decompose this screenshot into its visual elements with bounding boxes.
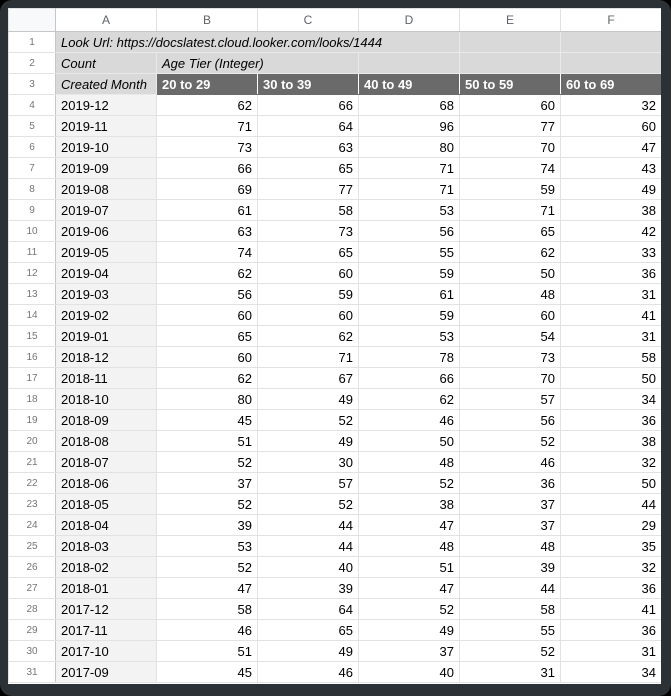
count-cell[interactable]: 68: [359, 95, 460, 116]
created-month-cell[interactable]: 2019-01: [56, 326, 157, 347]
row-number[interactable]: 6: [9, 137, 56, 158]
count-cell[interactable]: 61: [359, 284, 460, 305]
count-cell[interactable]: 52: [157, 494, 258, 515]
created-month-cell[interactable]: 2017-12: [56, 599, 157, 620]
spreadsheet-table: [8, 8, 661, 683]
age-tier-header-row: [9, 74, 662, 95]
count-cell[interactable]: 47: [359, 578, 460, 599]
created-month-cell[interactable]: 2018-09: [56, 410, 157, 431]
count-cell[interactable]: 32: [561, 452, 662, 473]
data-row: [9, 536, 662, 557]
count-cell[interactable]: 41: [561, 599, 662, 620]
count-cell[interactable]: 59: [359, 305, 460, 326]
created-month-cell[interactable]: 2019-09: [56, 158, 157, 179]
data-row: [9, 578, 662, 599]
count-cell[interactable]: 71: [258, 347, 359, 368]
count-cell[interactable]: 52: [359, 599, 460, 620]
count-cell[interactable]: 80: [359, 137, 460, 158]
count-cell[interactable]: 37: [157, 473, 258, 494]
data-row: [9, 95, 662, 116]
data-row: [9, 599, 662, 620]
data-row: [9, 158, 662, 179]
count-cell[interactable]: 59: [460, 179, 561, 200]
select-all-corner[interactable]: [9, 9, 56, 32]
data-row: [9, 662, 662, 683]
count-cell[interactable]: 38: [561, 431, 662, 452]
count-cell[interactable]: 52: [460, 641, 561, 662]
count-cell[interactable]: 38: [359, 494, 460, 515]
row-number[interactable]: 8: [9, 179, 56, 200]
count-cell[interactable]: 62: [157, 263, 258, 284]
count-cell[interactable]: 48: [359, 452, 460, 473]
count-cell[interactable]: 52: [359, 473, 460, 494]
count-cell[interactable]: 57: [258, 473, 359, 494]
count-cell[interactable]: 80: [157, 389, 258, 410]
count-cell[interactable]: 47: [359, 515, 460, 536]
count-cell[interactable]: 36: [561, 620, 662, 641]
count-cell[interactable]: 71: [460, 200, 561, 221]
count-cell[interactable]: 71: [359, 179, 460, 200]
count-cell[interactable]: 64: [258, 116, 359, 137]
data-row: [9, 452, 662, 473]
count-cell[interactable]: 60: [258, 305, 359, 326]
row-number[interactable]: 7: [9, 158, 56, 179]
data-row: [9, 515, 662, 536]
count-cell[interactable]: 36: [460, 473, 561, 494]
row-number[interactable]: 21: [9, 452, 56, 473]
count-cell[interactable]: 53: [359, 200, 460, 221]
look-url-row: [9, 32, 662, 53]
created-month-cell[interactable]: 2018-05: [56, 494, 157, 515]
count-cell[interactable]: 50: [359, 431, 460, 452]
created-month-cell[interactable]: 2018-03: [56, 536, 157, 557]
column-header-a[interactable]: A: [56, 9, 157, 32]
count-cell[interactable]: 34: [561, 662, 662, 683]
data-row: [9, 473, 662, 494]
count-cell[interactable]: 56: [460, 410, 561, 431]
count-cell[interactable]: 33: [561, 242, 662, 263]
created-month-cell[interactable]: 2019-04: [56, 263, 157, 284]
count-cell[interactable]: 44: [561, 494, 662, 515]
data-rows: [9, 95, 662, 683]
empty-cell[interactable]: [460, 32, 561, 53]
count-cell[interactable]: 65: [258, 620, 359, 641]
column-header-d[interactable]: D: [359, 9, 460, 32]
created-month-cell[interactable]: 2019-11: [56, 116, 157, 137]
count-cell[interactable]: 65: [157, 326, 258, 347]
count-cell[interactable]: 44: [460, 578, 561, 599]
row-number[interactable]: 16: [9, 347, 56, 368]
count-cell[interactable]: 31: [561, 284, 662, 305]
empty-cell[interactable]: [561, 32, 662, 53]
count-cell[interactable]: 77: [460, 116, 561, 137]
count-cell[interactable]: 56: [359, 221, 460, 242]
created-month-cell[interactable]: 2019-12: [56, 95, 157, 116]
count-cell[interactable]: 71: [157, 116, 258, 137]
count-cell[interactable]: 53: [157, 536, 258, 557]
created-month-cell[interactable]: 2018-02: [56, 557, 157, 578]
count-cell[interactable]: 52: [460, 431, 561, 452]
count-cell[interactable]: 37: [460, 494, 561, 515]
data-row: [9, 347, 662, 368]
count-cell[interactable]: 40: [258, 557, 359, 578]
count-cell[interactable]: 58: [157, 599, 258, 620]
count-cell[interactable]: 31: [460, 662, 561, 683]
age-tier-header-cell[interactable]: 40 to 49: [359, 74, 460, 95]
row-number[interactable]: 24: [9, 515, 56, 536]
look-url-cell[interactable]: Look Url: https://docslatest.cloud.looker.com/looks/1444: [56, 32, 460, 53]
row-number[interactable]: 26: [9, 557, 56, 578]
column-header-e[interactable]: E: [460, 9, 561, 32]
row-number[interactable]: 3: [9, 74, 56, 95]
count-cell[interactable]: 49: [359, 620, 460, 641]
created-month-cell[interactable]: 2019-08: [56, 179, 157, 200]
count-cell[interactable]: 34: [561, 389, 662, 410]
count-cell[interactable]: 52: [157, 452, 258, 473]
created-month-cell[interactable]: 2018-04: [56, 515, 157, 536]
count-cell[interactable]: 62: [460, 242, 561, 263]
count-cell[interactable]: 60: [561, 116, 662, 137]
count-cell[interactable]: 52: [258, 494, 359, 515]
data-row: [9, 179, 662, 200]
row-number[interactable]: 5: [9, 116, 56, 137]
count-cell[interactable]: 67: [258, 368, 359, 389]
count-cell[interactable]: 51: [157, 431, 258, 452]
age-tier-header-cell[interactable]: 60 to 69: [561, 74, 662, 95]
count-cell[interactable]: 78: [359, 347, 460, 368]
count-cell[interactable]: 64: [258, 599, 359, 620]
created-month-cell[interactable]: 2018-12: [56, 347, 157, 368]
count-cell[interactable]: 36: [561, 410, 662, 431]
count-cell[interactable]: 52: [157, 557, 258, 578]
data-row: [9, 305, 662, 326]
created-month-cell[interactable]: 2017-11: [56, 620, 157, 641]
count-cell[interactable]: 39: [460, 557, 561, 578]
created-month-cell[interactable]: 2019-10: [56, 137, 157, 158]
pivot-name-cell[interactable]: Age Tier (Integer): [157, 53, 359, 74]
data-row: [9, 326, 662, 347]
created-month-cell[interactable]: 2017-09: [56, 662, 157, 683]
count-cell[interactable]: 60: [460, 95, 561, 116]
row-number[interactable]: 31: [9, 662, 56, 683]
count-cell[interactable]: 71: [359, 158, 460, 179]
count-cell[interactable]: 37: [359, 641, 460, 662]
row-number[interactable]: 17: [9, 368, 56, 389]
row-number[interactable]: 18: [9, 389, 56, 410]
count-cell[interactable]: 29: [561, 515, 662, 536]
count-cell[interactable]: 50: [561, 368, 662, 389]
data-row: [9, 389, 662, 410]
dimension-name-cell[interactable]: Created Month: [56, 74, 157, 95]
row-number[interactable]: 15: [9, 326, 56, 347]
data-row: [9, 368, 662, 389]
column-header-f[interactable]: F: [561, 9, 662, 32]
count-cell[interactable]: 63: [157, 221, 258, 242]
row-number[interactable]: 28: [9, 599, 56, 620]
count-cell[interactable]: 32: [561, 95, 662, 116]
count-cell[interactable]: 53: [359, 326, 460, 347]
count-cell[interactable]: 60: [157, 305, 258, 326]
count-cell[interactable]: 58: [561, 347, 662, 368]
count-cell[interactable]: 65: [258, 242, 359, 263]
count-cell[interactable]: 44: [258, 515, 359, 536]
count-cell[interactable]: 43: [561, 158, 662, 179]
data-row: [9, 557, 662, 578]
count-cell[interactable]: 38: [561, 200, 662, 221]
count-cell[interactable]: 36: [561, 263, 662, 284]
count-cell[interactable]: 47: [157, 578, 258, 599]
row-number[interactable]: 25: [9, 536, 56, 557]
created-month-cell[interactable]: 2019-03: [56, 284, 157, 305]
count-cell[interactable]: 48: [359, 536, 460, 557]
data-row: [9, 242, 662, 263]
count-cell[interactable]: 66: [157, 158, 258, 179]
count-cell[interactable]: 58: [460, 599, 561, 620]
count-cell[interactable]: 62: [157, 368, 258, 389]
data-row: [9, 431, 662, 452]
count-cell[interactable]: 45: [157, 662, 258, 683]
count-cell[interactable]: 39: [157, 515, 258, 536]
data-row: [9, 620, 662, 641]
measure-name-cell[interactable]: Count: [56, 53, 157, 74]
count-cell[interactable]: 40: [359, 662, 460, 683]
count-cell[interactable]: 74: [157, 242, 258, 263]
data-row: [9, 221, 662, 242]
row-number[interactable]: 14: [9, 305, 56, 326]
data-row: [9, 200, 662, 221]
data-row: [9, 116, 662, 137]
count-cell[interactable]: 32: [561, 557, 662, 578]
age-tier-header-cell[interactable]: 30 to 39: [258, 74, 359, 95]
count-cell[interactable]: 31: [561, 326, 662, 347]
count-cell[interactable]: 49: [258, 641, 359, 662]
count-cell[interactable]: 46: [258, 662, 359, 683]
column-header-c[interactable]: C: [258, 9, 359, 32]
age-tier-header-cell[interactable]: 20 to 29: [157, 74, 258, 95]
count-cell[interactable]: 48: [460, 284, 561, 305]
count-cell[interactable]: 77: [258, 179, 359, 200]
count-cell[interactable]: 48: [460, 536, 561, 557]
count-cell[interactable]: 49: [258, 389, 359, 410]
count-cell[interactable]: 62: [359, 389, 460, 410]
data-row: [9, 641, 662, 662]
row-number[interactable]: 19: [9, 410, 56, 431]
count-cell[interactable]: 49: [561, 179, 662, 200]
count-cell[interactable]: 61: [157, 200, 258, 221]
count-cell[interactable]: 45: [157, 410, 258, 431]
count-cell[interactable]: 73: [258, 221, 359, 242]
count-cell[interactable]: 54: [460, 326, 561, 347]
data-row: [9, 137, 662, 158]
row-number[interactable]: 2: [9, 53, 56, 74]
count-cell[interactable]: 51: [359, 557, 460, 578]
count-cell[interactable]: 65: [258, 158, 359, 179]
count-cell[interactable]: 70: [460, 368, 561, 389]
created-month-cell[interactable]: 2019-07: [56, 200, 157, 221]
count-cell[interactable]: 58: [258, 200, 359, 221]
count-cell[interactable]: 30: [258, 452, 359, 473]
count-cell[interactable]: 65: [460, 221, 561, 242]
row-number[interactable]: 30: [9, 641, 56, 662]
count-cell[interactable]: 35: [561, 536, 662, 557]
spreadsheet-grid: [8, 8, 661, 684]
count-cell[interactable]: 60: [157, 347, 258, 368]
count-cell[interactable]: 44: [258, 536, 359, 557]
data-row: [9, 284, 662, 305]
count-cell[interactable]: 36: [561, 578, 662, 599]
created-month-cell[interactable]: 2018-01: [56, 578, 157, 599]
count-cell[interactable]: 50: [561, 473, 662, 494]
empty-cell[interactable]: [561, 53, 662, 74]
column-header-b[interactable]: B: [157, 9, 258, 32]
count-cell[interactable]: 31: [561, 641, 662, 662]
count-cell[interactable]: 73: [460, 347, 561, 368]
count-cell[interactable]: 42: [561, 221, 662, 242]
created-month-cell[interactable]: 2018-11: [56, 368, 157, 389]
age-tier-header-cell[interactable]: 50 to 59: [460, 74, 561, 95]
count-cell[interactable]: 46: [359, 410, 460, 431]
row-number[interactable]: 20: [9, 431, 56, 452]
count-cell[interactable]: 51: [157, 641, 258, 662]
count-cell[interactable]: 96: [359, 116, 460, 137]
count-cell[interactable]: 66: [359, 368, 460, 389]
row-number[interactable]: 11: [9, 242, 56, 263]
created-month-cell[interactable]: 2018-07: [56, 452, 157, 473]
count-cell[interactable]: 46: [157, 620, 258, 641]
count-cell[interactable]: 63: [258, 137, 359, 158]
created-month-cell[interactable]: 2017-10: [56, 641, 157, 662]
count-cell[interactable]: 60: [460, 305, 561, 326]
count-cell[interactable]: 47: [561, 137, 662, 158]
count-cell[interactable]: 50: [460, 263, 561, 284]
count-cell[interactable]: 55: [460, 620, 561, 641]
count-cell[interactable]: 39: [258, 578, 359, 599]
count-cell[interactable]: 57: [460, 389, 561, 410]
row-number[interactable]: 4: [9, 95, 56, 116]
count-cell[interactable]: 56: [157, 284, 258, 305]
count-cell[interactable]: 59: [258, 284, 359, 305]
row-number[interactable]: 9: [9, 200, 56, 221]
measure-pivot-row: [9, 53, 662, 74]
created-month-cell[interactable]: 2018-08: [56, 431, 157, 452]
count-cell[interactable]: 62: [157, 95, 258, 116]
created-month-cell[interactable]: 2019-02: [56, 305, 157, 326]
row-number[interactable]: 12: [9, 263, 56, 284]
count-cell[interactable]: 62: [258, 326, 359, 347]
count-cell[interactable]: 74: [460, 158, 561, 179]
row-number[interactable]: 10: [9, 221, 56, 242]
empty-cell[interactable]: [460, 53, 561, 74]
count-cell[interactable]: 69: [157, 179, 258, 200]
count-cell[interactable]: 60: [258, 263, 359, 284]
count-cell[interactable]: 41: [561, 305, 662, 326]
row-number[interactable]: 13: [9, 284, 56, 305]
created-month-cell[interactable]: 2019-06: [56, 221, 157, 242]
count-cell[interactable]: 37: [460, 515, 561, 536]
empty-cell[interactable]: [359, 53, 460, 74]
created-month-cell[interactable]: 2018-10: [56, 389, 157, 410]
row-number[interactable]: 23: [9, 494, 56, 515]
row-number[interactable]: 27: [9, 578, 56, 599]
count-cell[interactable]: 66: [258, 95, 359, 116]
count-cell[interactable]: 70: [460, 137, 561, 158]
count-cell[interactable]: 55: [359, 242, 460, 263]
row-number[interactable]: 1: [9, 32, 56, 53]
count-cell[interactable]: 49: [258, 431, 359, 452]
data-row: [9, 263, 662, 284]
count-cell[interactable]: 46: [460, 452, 561, 473]
count-cell[interactable]: 52: [258, 410, 359, 431]
count-cell[interactable]: 73: [157, 137, 258, 158]
row-number[interactable]: 29: [9, 620, 56, 641]
data-row: [9, 494, 662, 515]
row-number[interactable]: 22: [9, 473, 56, 494]
data-row: [9, 410, 662, 431]
created-month-cell[interactable]: 2018-06: [56, 473, 157, 494]
column-header-row: [9, 9, 662, 32]
count-cell[interactable]: 59: [359, 263, 460, 284]
created-month-cell[interactable]: 2019-05: [56, 242, 157, 263]
